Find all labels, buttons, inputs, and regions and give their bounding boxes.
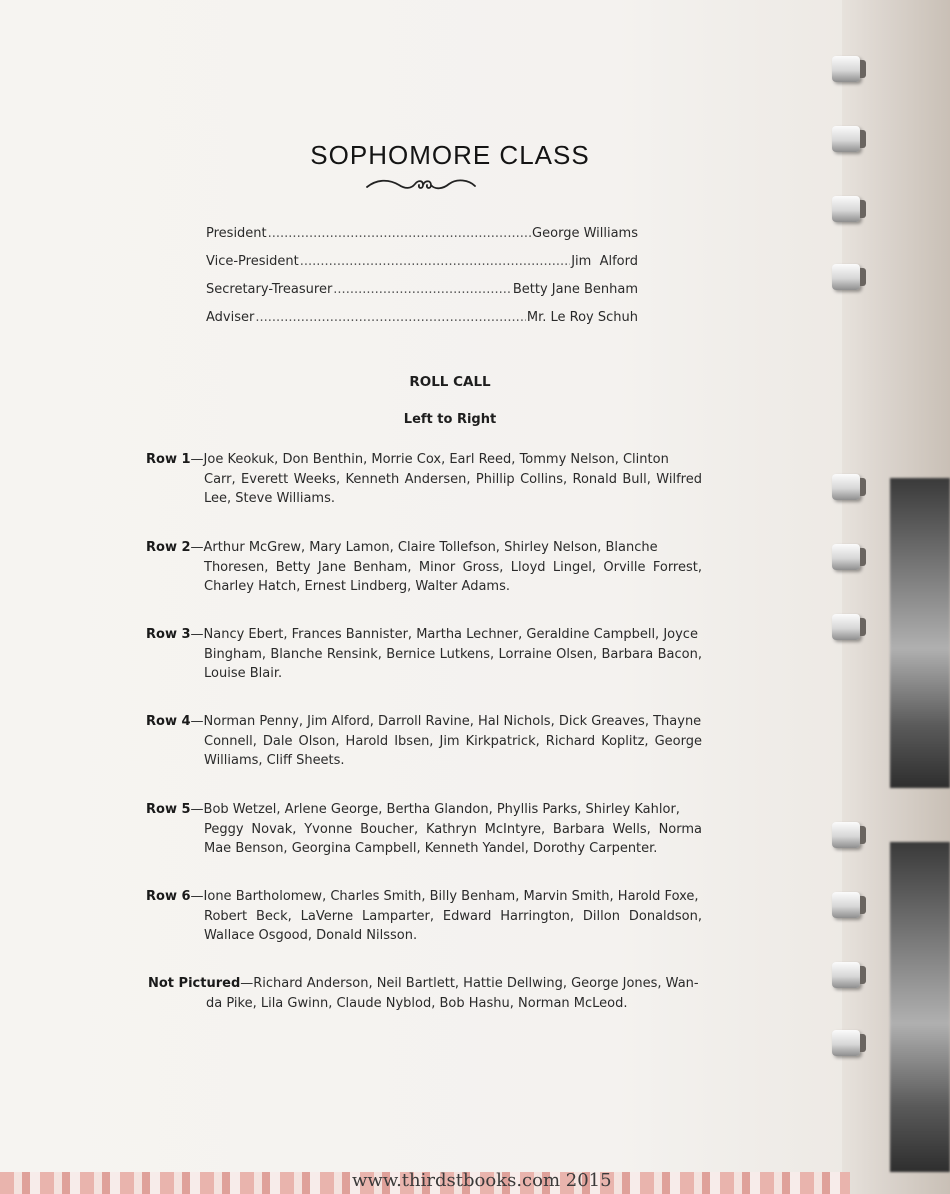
row-names-rest: Robert Beck, LaVerne Lamparter, Edward Harrington, Dillon Donaldson, Wallace Osgood, Donald Nilsson. [204, 908, 702, 943]
row-label: Row 3 [146, 627, 191, 642]
row-names-rest: Thoresen, Betty Jane Benham, Minor Gross, Lloyd Lingel, Orville Forrest, Charley Hatch, Ernest Lindberg, Walter Adams. [204, 559, 702, 594]
row-label: Row 2 [146, 540, 191, 555]
officers-list [206, 226, 638, 338]
not-pictured-block [148, 974, 702, 1013]
officer-name: Jim Alford [571, 254, 638, 269]
ornament-flourish [365, 176, 477, 194]
roll-row [146, 712, 702, 771]
binder-ring [832, 474, 860, 500]
binder-ring [832, 544, 860, 570]
binder-ring [832, 264, 860, 290]
leader-dots [268, 226, 531, 241]
not-pictured-rest: da Pike, Lila Gwinn, Claude Nyblod, Bob Hashu, Norman McLeod. [206, 995, 628, 1011]
row-label: Row 6 [146, 889, 191, 904]
not-pictured-label: Not Pictured [148, 976, 241, 991]
officer-row [206, 254, 638, 282]
officer-name: George Williams [532, 226, 638, 241]
binder-ring [832, 962, 860, 988]
officer-row [206, 310, 638, 338]
officer-row [206, 226, 638, 254]
next-page-photo [890, 842, 950, 1172]
row-names-line1: —Norman Penny, Jim Alford, Darroll Ravine, Hal Nichols, Dick Greaves, Thayne [190, 714, 702, 729]
row-names-line1: —Joe Keokuk, Don Benthin, Morrie Cox, Earl Reed, Tommy Nelson, Clinton [190, 452, 669, 467]
row-names-rest: Peggy Novak, Yvonne Boucher, Kathryn McIntyre, Barbara Wells, Norma Mae Benson, Georgina Campbell, Kenneth Yandel, Dorothy Carpenter. [204, 821, 702, 856]
roll-row [146, 625, 702, 684]
roll-row [146, 450, 702, 509]
row-label: Row 5 [146, 802, 191, 817]
leader-dots [333, 282, 512, 297]
row-label: Row 1 [146, 452, 191, 467]
leader-dots [300, 254, 571, 269]
officer-name: Betty Jane Benham [512, 282, 638, 297]
page-title: SOPHOMORE CLASS [310, 140, 590, 170]
roll-call-heading: ROLL CALL [409, 374, 491, 390]
binder-ring [832, 196, 860, 222]
binder-ring [832, 892, 860, 918]
row-names-rest: Connell, Dale Olson, Harold Ibsen, Jim Kirkpatrick, Richard Koplitz, George Williams, Cliff Sheets. [204, 733, 702, 768]
watermark: www.thirdstbooks.com 2015 [352, 1170, 612, 1191]
officer-row [206, 282, 638, 310]
row-names-line1: —Arthur McGrew, Mary Lamon, Claire Tollefson, Shirley Nelson, Blanche [190, 540, 658, 555]
row-names-line1: —Bob Wetzel, Arlene George, Bertha Glandon, Phyllis Parks, Shirley Kahlor, [190, 802, 680, 817]
binder-ring [832, 822, 860, 848]
row-names-line1: —Nancy Ebert, Frances Bannister, Martha Lechner, Geraldine Campbell, Joyce [190, 627, 698, 642]
binder-ring [832, 1030, 860, 1056]
officer-role: Secretary-Treasurer [206, 282, 333, 297]
row-label: Row 4 [146, 714, 191, 729]
roll-row [146, 887, 702, 946]
row-names-rest: Bingham, Blanche Rensink, Bernice Lutkens, Lorraine Olsen, Barbara Bacon, Louise Blair. [204, 646, 702, 681]
roll-call-subheading: Left to Right [403, 412, 497, 427]
binder-ring [832, 126, 860, 152]
roll-row [146, 800, 702, 859]
officer-role: Adviser [206, 310, 255, 325]
binder-ring [832, 56, 860, 82]
roll-row [146, 538, 702, 597]
officer-name: Mr. Le Roy Schuh [526, 310, 638, 325]
next-page-photo [890, 478, 950, 788]
leader-dots [255, 310, 526, 325]
row-names-rest: Carr, Everett Weeks, Kenneth Andersen, Phillip Collins, Ronald Bull, Wilfred Lee, Steve Williams. [204, 471, 702, 506]
binder-ring [832, 614, 860, 640]
officer-role: Vice-President [206, 254, 299, 269]
officer-role: President [206, 226, 267, 241]
not-pictured-line1: —Richard Anderson, Neil Bartlett, Hattie Dellwing, George Jones, Wan- [240, 976, 699, 991]
row-names-line1: —Ione Bartholomew, Charles Smith, Billy Benham, Marvin Smith, Harold Foxe, [190, 889, 699, 904]
